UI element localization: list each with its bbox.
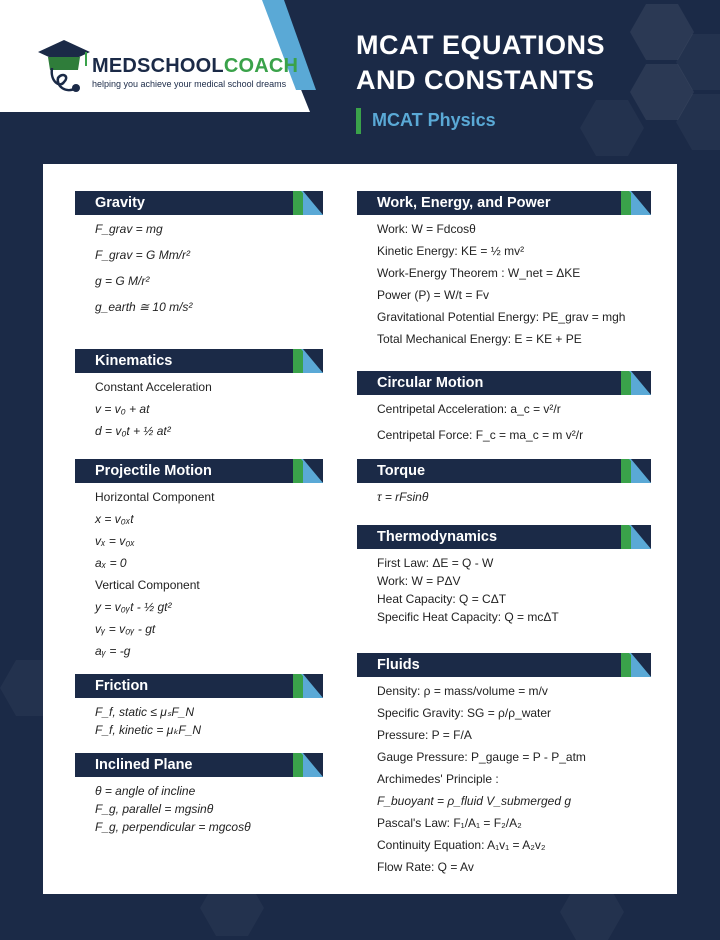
section-circular-motion: [357, 371, 651, 455]
equation: Heat Capacity: Q = CΔT: [377, 592, 507, 606]
content-card: [43, 164, 677, 894]
page-title-line-1: MCAT EQUATIONS: [356, 30, 605, 60]
section-header: Projectile Motion: [75, 459, 323, 483]
background-hexagon: [580, 100, 644, 156]
brand-logo: MEDSCHOOLCOACH: [92, 55, 299, 77]
equation: g_earth ≅ 10 m/s²: [95, 300, 193, 314]
section-projectile-motion: [75, 459, 323, 667]
equation: vₓ = v₀ₓ: [95, 534, 135, 548]
equation: v = v₀ + at: [95, 402, 150, 416]
section-header: Circular Motion: [357, 371, 651, 395]
section-header: Gravity: [75, 191, 323, 215]
equation: d = v₀t + ½ at²: [95, 424, 171, 438]
section-header: Work, Energy, and Power: [357, 191, 651, 215]
equation: θ = angle of incline: [95, 784, 196, 798]
equation: F_f, static ≤ μₛF_N: [95, 705, 194, 719]
equation: Continuity Equation: A₁v₁ = A₂v₂: [377, 838, 546, 852]
section-torque: [357, 459, 651, 513]
equation: F_grav = mg: [95, 222, 163, 236]
equation: Specific Gravity: SG = ρ/ρ_water: [377, 706, 552, 720]
page-subtitle: MCAT Physics: [372, 110, 496, 130]
subtitle-accent-bar: [356, 108, 361, 134]
equation: F_g, perpendicular = mgcosθ: [95, 820, 251, 834]
subheading: Horizontal Component: [95, 490, 215, 504]
equation: y = v₀ᵧt - ½ gt²: [95, 600, 172, 614]
section-header: Kinematics: [75, 349, 323, 373]
section-kinematics: [75, 349, 323, 447]
page-title-line-2: AND CONSTANTS: [356, 65, 595, 95]
equation: Centripetal Acceleration: a_c = v²/r: [377, 402, 561, 416]
equation: Total Mechanical Energy: E = KE + PE: [377, 332, 582, 346]
subheading: Constant Acceleration: [95, 380, 212, 394]
equation: aᵧ = -g: [95, 644, 131, 658]
equation: Flow Rate: Q = Av: [377, 860, 474, 874]
page-title: [356, 28, 605, 98]
section-gravity: [75, 191, 323, 327]
equation: Work: W = PΔV: [377, 574, 461, 588]
section-thermodynamics: [357, 525, 651, 629]
section-inclined-plane: [75, 753, 323, 839]
equation: τ = rFsinθ: [377, 490, 429, 504]
equation: vᵧ = v₀ᵧ - gt: [95, 622, 156, 636]
equation: Work-Energy Theorem : W_net = ΔKE: [377, 266, 581, 280]
brand-tagline: helping you achieve your medical school dreams: [92, 79, 287, 89]
equation: F_f, kinetic = μₖF_N: [95, 723, 202, 737]
equation: F_g, parallel = mgsinθ: [95, 802, 214, 816]
equation: Density: ρ = mass/volume = m/v: [377, 684, 548, 698]
section-work-energy-power: [357, 191, 651, 355]
equation: First Law: ΔE = Q - W: [377, 556, 494, 570]
equation: g = G M/r²: [95, 274, 150, 288]
equation: F_grav = G Mm/r²: [95, 248, 191, 262]
equation: Kinetic Energy: KE = ½ mv²: [377, 244, 525, 258]
subheading: Vertical Component: [95, 578, 200, 592]
equation: x = v₀ₓt: [95, 512, 134, 526]
equation: Pascal's Law: F₁/A₁ = F₂/A₂: [377, 816, 522, 830]
section-friction: [75, 674, 323, 742]
equation: Work: W = Fdcosθ: [377, 222, 476, 236]
equation: Gauge Pressure: P_gauge = P - P_atm: [377, 750, 586, 764]
section-header: Inclined Plane: [75, 753, 323, 777]
equation: Pressure: P = F/A: [377, 728, 472, 742]
equation: Power (P) = W/t = Fv: [377, 288, 490, 302]
section-header: Thermodynamics: [357, 525, 651, 549]
section-header: Fluids: [357, 653, 651, 677]
section-header: Torque: [357, 459, 651, 483]
equation: Specific Heat Capacity: Q = mcΔT: [377, 610, 559, 624]
section-fluids: [357, 653, 651, 883]
section-header: Friction: [75, 674, 323, 698]
equation: Gravitational Potential Energy: PE_grav = mgh: [377, 310, 626, 324]
equation: Centripetal Force: F_c = ma_c = m v²/r: [377, 428, 584, 442]
equation: F_buoyant = ρ_fluid V_submerged g: [377, 794, 571, 808]
graduation-cap-stethoscope-icon: [36, 38, 92, 100]
equation: aₓ = 0: [95, 556, 127, 570]
subheading: Archimedes' Principle :: [377, 772, 499, 786]
